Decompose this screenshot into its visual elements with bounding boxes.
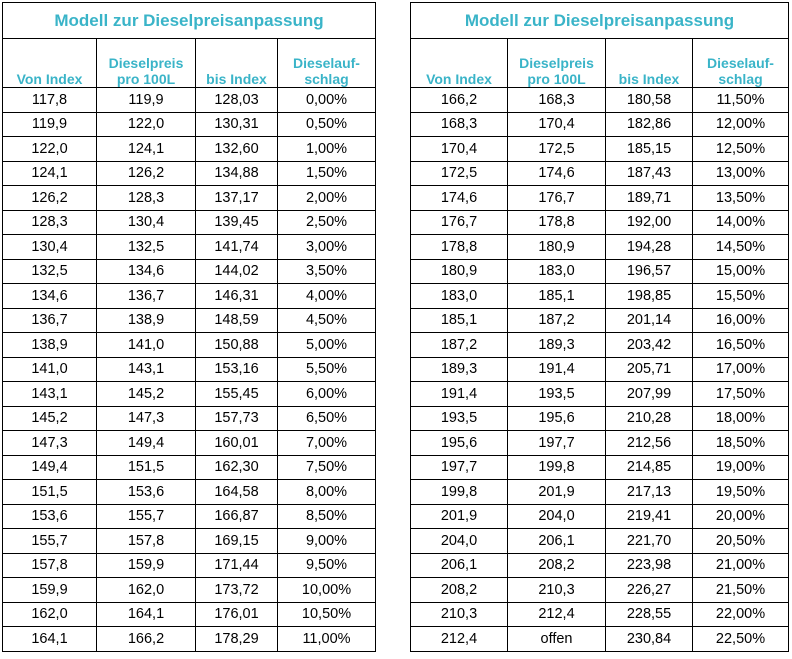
cell-dieselpreis: 162,0 bbox=[97, 578, 196, 603]
cell-von-index: 193,5 bbox=[411, 406, 508, 431]
cell-dieselaufschlag: 8,50% bbox=[278, 504, 376, 529]
cell-von-index: 185,1 bbox=[411, 308, 508, 333]
cell-dieselaufschlag: 15,50% bbox=[693, 284, 789, 309]
cell-dieselpreis: 191,4 bbox=[508, 357, 606, 382]
cell-bis-index: 187,43 bbox=[606, 161, 693, 186]
table-row bbox=[3, 112, 376, 137]
cell-von-index: 153,6 bbox=[3, 504, 97, 529]
table-row bbox=[3, 284, 376, 309]
cell-dieselpreis: 208,2 bbox=[508, 553, 606, 578]
cell-von-index: 143,1 bbox=[3, 382, 97, 407]
cell-dieselaufschlag: 18,00% bbox=[693, 406, 789, 431]
cell-von-index: 189,3 bbox=[411, 357, 508, 382]
cell-bis-index: 148,59 bbox=[196, 308, 278, 333]
cell-von-index: 195,6 bbox=[411, 431, 508, 456]
cell-bis-index: 146,31 bbox=[196, 284, 278, 309]
cell-dieselpreis: 176,7 bbox=[508, 186, 606, 211]
cell-bis-index: 160,01 bbox=[196, 431, 278, 456]
table-row bbox=[411, 455, 789, 480]
cell-dieselaufschlag: 20,00% bbox=[693, 504, 789, 529]
cell-von-index: 191,4 bbox=[411, 382, 508, 407]
cell-bis-index: 207,99 bbox=[606, 382, 693, 407]
header-bis-index bbox=[606, 39, 693, 88]
cell-von-index: 174,6 bbox=[411, 186, 508, 211]
cell-dieselpreis: 153,6 bbox=[97, 480, 196, 505]
cell-bis-index: 205,71 bbox=[606, 357, 693, 382]
cell-dieselpreis: 164,1 bbox=[97, 602, 196, 627]
header-aufschlag-line1: Dieselauf- bbox=[293, 55, 360, 71]
header-von-index bbox=[3, 39, 97, 88]
cell-von-index: 155,7 bbox=[3, 529, 97, 554]
cell-dieselaufschlag: 7,50% bbox=[278, 455, 376, 480]
cell-dieselaufschlag: 13,00% bbox=[693, 161, 789, 186]
cell-von-index: 157,8 bbox=[3, 553, 97, 578]
cell-bis-index: 182,86 bbox=[606, 112, 693, 137]
cell-dieselpreis: 134,6 bbox=[97, 259, 196, 284]
table-row bbox=[411, 210, 789, 235]
cell-dieselpreis: 157,8 bbox=[97, 529, 196, 554]
cell-von-index: 132,5 bbox=[3, 259, 97, 284]
cell-bis-index: 223,98 bbox=[606, 553, 693, 578]
cell-dieselpreis: 151,5 bbox=[97, 455, 196, 480]
cell-dieselaufschlag: 0,50% bbox=[278, 112, 376, 137]
table-row bbox=[411, 357, 789, 382]
table-row bbox=[411, 284, 789, 309]
table-row bbox=[3, 431, 376, 456]
header-dieselaufschlag bbox=[693, 39, 789, 88]
cell-dieselaufschlag: 1,50% bbox=[278, 161, 376, 186]
table-row bbox=[411, 431, 789, 456]
header-dieselpreis-line1: Dieselpreis bbox=[519, 55, 594, 71]
cell-bis-index: 132,60 bbox=[196, 137, 278, 162]
cell-von-index: 201,9 bbox=[411, 504, 508, 529]
table-body-left bbox=[3, 88, 376, 652]
cell-dieselpreis: 189,3 bbox=[508, 333, 606, 358]
cell-von-index: 183,0 bbox=[411, 284, 508, 309]
cell-von-index: 134,6 bbox=[3, 284, 97, 309]
cell-dieselpreis: 128,3 bbox=[97, 186, 196, 211]
cell-bis-index: 226,27 bbox=[606, 578, 693, 603]
table-row bbox=[3, 406, 376, 431]
cell-dieselaufschlag: 5,50% bbox=[278, 357, 376, 382]
cell-von-index: 210,3 bbox=[411, 602, 508, 627]
header-dieselpreis-line1: Dieselpreis bbox=[108, 55, 184, 71]
cell-von-index: 162,0 bbox=[3, 602, 97, 627]
cell-von-index: 117,8 bbox=[3, 88, 97, 113]
table-row bbox=[411, 529, 789, 554]
table-row bbox=[411, 137, 789, 162]
cell-dieselaufschlag: 17,50% bbox=[693, 382, 789, 407]
cell-bis-index: 166,87 bbox=[196, 504, 278, 529]
table-row bbox=[3, 161, 376, 186]
cell-dieselpreis: 130,4 bbox=[97, 210, 196, 235]
table-row bbox=[3, 627, 376, 652]
cell-dieselpreis: 206,1 bbox=[508, 529, 606, 554]
header-dieselpreis bbox=[97, 39, 196, 88]
table-row bbox=[3, 382, 376, 407]
cell-von-index: 124,1 bbox=[3, 161, 97, 186]
cell-von-index: 166,2 bbox=[411, 88, 508, 113]
table-row bbox=[411, 333, 789, 358]
table-row bbox=[3, 578, 376, 603]
cell-von-index: 187,2 bbox=[411, 333, 508, 358]
cell-dieselaufschlag: 16,50% bbox=[693, 333, 789, 358]
cell-dieselaufschlag: 4,00% bbox=[278, 284, 376, 309]
cell-bis-index: 157,73 bbox=[196, 406, 278, 431]
table-body-right bbox=[411, 88, 789, 652]
table-row bbox=[411, 480, 789, 505]
cell-bis-index: 178,29 bbox=[196, 627, 278, 652]
cell-dieselpreis: 126,2 bbox=[97, 161, 196, 186]
table-row bbox=[3, 210, 376, 235]
cell-von-index: 119,9 bbox=[3, 112, 97, 137]
cell-dieselaufschlag: 8,00% bbox=[278, 480, 376, 505]
cell-von-index: 145,2 bbox=[3, 406, 97, 431]
table-row bbox=[3, 602, 376, 627]
cell-von-index: 164,1 bbox=[3, 627, 97, 652]
cell-dieselpreis: 147,3 bbox=[97, 406, 196, 431]
cell-bis-index: 171,44 bbox=[196, 553, 278, 578]
table-row bbox=[3, 333, 376, 358]
table-row bbox=[411, 235, 789, 260]
header-von-index bbox=[411, 39, 508, 88]
cell-von-index: 138,9 bbox=[3, 333, 97, 358]
cell-von-index: 204,0 bbox=[411, 529, 508, 554]
cell-bis-index: 180,58 bbox=[606, 88, 693, 113]
table-row bbox=[3, 137, 376, 162]
table-row bbox=[411, 161, 789, 186]
table-row bbox=[3, 504, 376, 529]
cell-dieselaufschlag: 9,50% bbox=[278, 553, 376, 578]
cell-dieselpreis: 138,9 bbox=[97, 308, 196, 333]
cell-bis-index: 203,42 bbox=[606, 333, 693, 358]
table-row bbox=[411, 308, 789, 333]
table-row bbox=[3, 553, 376, 578]
table-row bbox=[3, 455, 376, 480]
cell-bis-index: 128,03 bbox=[196, 88, 278, 113]
cell-von-index: 199,8 bbox=[411, 480, 508, 505]
header-von-index-label: Von Index bbox=[16, 71, 83, 87]
cell-dieselaufschlag: 20,50% bbox=[693, 529, 789, 554]
cell-bis-index: 214,85 bbox=[606, 455, 693, 480]
cell-dieselaufschlag: 19,00% bbox=[693, 455, 789, 480]
cell-bis-index: 173,72 bbox=[196, 578, 278, 603]
cell-dieselpreis: 187,2 bbox=[508, 308, 606, 333]
cell-dieselpreis: 159,9 bbox=[97, 553, 196, 578]
cell-von-index: 136,7 bbox=[3, 308, 97, 333]
cell-dieselpreis: 199,8 bbox=[508, 455, 606, 480]
cell-dieselpreis: 193,5 bbox=[508, 382, 606, 407]
cell-bis-index: 130,31 bbox=[196, 112, 278, 137]
cell-dieselpreis: 141,0 bbox=[97, 333, 196, 358]
table-title: Modell zur Dieselpreisanpassung bbox=[411, 3, 789, 39]
cell-von-index: 151,5 bbox=[3, 480, 97, 505]
cell-bis-index: 219,41 bbox=[606, 504, 693, 529]
table-row bbox=[411, 553, 789, 578]
cell-bis-index: 139,45 bbox=[196, 210, 278, 235]
cell-bis-index: 164,58 bbox=[196, 480, 278, 505]
table-row bbox=[3, 186, 376, 211]
cell-dieselpreis: 183,0 bbox=[508, 259, 606, 284]
cell-dieselpreis: 145,2 bbox=[97, 382, 196, 407]
cell-dieselaufschlag: 7,00% bbox=[278, 431, 376, 456]
cell-bis-index: 169,15 bbox=[196, 529, 278, 554]
header-dieselpreis-line2: pro 100L bbox=[116, 71, 176, 87]
cell-dieselpreis: 155,7 bbox=[97, 504, 196, 529]
header-aufschlag-line2: schlag bbox=[718, 71, 763, 87]
cell-von-index: 180,9 bbox=[411, 259, 508, 284]
cell-dieselpreis: 122,0 bbox=[97, 112, 196, 137]
cell-dieselaufschlag: 17,00% bbox=[693, 357, 789, 382]
cell-bis-index: 185,15 bbox=[606, 137, 693, 162]
table-row bbox=[411, 504, 789, 529]
cell-dieselaufschlag: 3,00% bbox=[278, 235, 376, 260]
cell-dieselaufschlag: 14,50% bbox=[693, 235, 789, 260]
cell-von-index: 168,3 bbox=[411, 112, 508, 137]
header-von-index-label: Von Index bbox=[426, 71, 492, 87]
cell-bis-index: 217,13 bbox=[606, 480, 693, 505]
cell-bis-index: 153,16 bbox=[196, 357, 278, 382]
cell-dieselpreis: 185,1 bbox=[508, 284, 606, 309]
cell-dieselpreis: 201,9 bbox=[508, 480, 606, 505]
cell-von-index: 159,9 bbox=[3, 578, 97, 603]
cell-dieselpreis: 174,6 bbox=[508, 161, 606, 186]
cell-dieselpreis: 178,8 bbox=[508, 210, 606, 235]
cell-dieselaufschlag: 18,50% bbox=[693, 431, 789, 456]
cell-bis-index: 192,00 bbox=[606, 210, 693, 235]
cell-dieselpreis: 180,9 bbox=[508, 235, 606, 260]
cell-von-index: 212,4 bbox=[411, 627, 508, 652]
cell-von-index: 170,4 bbox=[411, 137, 508, 162]
header-aufschlag-line1: Dieselauf- bbox=[707, 55, 774, 71]
cell-von-index: 176,7 bbox=[411, 210, 508, 235]
table-row bbox=[3, 235, 376, 260]
cell-dieselaufschlag: 0,00% bbox=[278, 88, 376, 113]
cell-bis-index: 228,55 bbox=[606, 602, 693, 627]
cell-von-index: 147,3 bbox=[3, 431, 97, 456]
table-row bbox=[411, 112, 789, 137]
table-row bbox=[411, 88, 789, 113]
cell-dieselaufschlag: 10,50% bbox=[278, 602, 376, 627]
cell-dieselaufschlag: 5,00% bbox=[278, 333, 376, 358]
table-row bbox=[411, 382, 789, 407]
cell-von-index: 149,4 bbox=[3, 455, 97, 480]
cell-bis-index: 212,56 bbox=[606, 431, 693, 456]
cell-bis-index: 150,88 bbox=[196, 333, 278, 358]
cell-von-index: 126,2 bbox=[3, 186, 97, 211]
cell-bis-index: 210,28 bbox=[606, 406, 693, 431]
header-bis-index-label: bis Index bbox=[618, 71, 680, 87]
cell-bis-index: 189,71 bbox=[606, 186, 693, 211]
cell-dieselaufschlag: 16,00% bbox=[693, 308, 789, 333]
cell-dieselpreis: 195,6 bbox=[508, 406, 606, 431]
diesel-table-right bbox=[410, 2, 789, 652]
cell-von-index: 178,8 bbox=[411, 235, 508, 260]
cell-dieselaufschlag: 2,50% bbox=[278, 210, 376, 235]
cell-bis-index: 230,84 bbox=[606, 627, 693, 652]
cell-dieselpreis: 149,4 bbox=[97, 431, 196, 456]
cell-dieselaufschlag: 1,00% bbox=[278, 137, 376, 162]
cell-dieselpreis: 212,4 bbox=[508, 602, 606, 627]
cell-dieselaufschlag: 9,00% bbox=[278, 529, 376, 554]
table-row bbox=[411, 186, 789, 211]
cell-von-index: 141,0 bbox=[3, 357, 97, 382]
cell-dieselpreis: 143,1 bbox=[97, 357, 196, 382]
header-dieselaufschlag bbox=[278, 39, 376, 88]
cell-bis-index: 134,88 bbox=[196, 161, 278, 186]
cell-dieselaufschlag: 22,00% bbox=[693, 602, 789, 627]
cell-dieselaufschlag: 11,50% bbox=[693, 88, 789, 113]
cell-dieselpreis: 119,9 bbox=[97, 88, 196, 113]
table-row bbox=[3, 357, 376, 382]
cell-dieselaufschlag: 10,00% bbox=[278, 578, 376, 603]
header-aufschlag-line2: schlag bbox=[304, 71, 349, 87]
cell-dieselpreis: 168,3 bbox=[508, 88, 606, 113]
cell-bis-index: 198,85 bbox=[606, 284, 693, 309]
table-title: Modell zur Dieselpreisanpassung bbox=[3, 3, 376, 39]
table-row bbox=[3, 259, 376, 284]
table-row bbox=[411, 406, 789, 431]
cell-dieselpreis: 166,2 bbox=[97, 627, 196, 652]
cell-dieselaufschlag: 2,00% bbox=[278, 186, 376, 211]
cell-dieselpreis: 170,4 bbox=[508, 112, 606, 137]
cell-von-index: 130,4 bbox=[3, 235, 97, 260]
cell-bis-index: 144,02 bbox=[196, 259, 278, 284]
header-dieselpreis-line2: pro 100L bbox=[527, 71, 586, 87]
cell-dieselpreis: 136,7 bbox=[97, 284, 196, 309]
cell-dieselaufschlag: 13,50% bbox=[693, 186, 789, 211]
cell-dieselaufschlag: 12,00% bbox=[693, 112, 789, 137]
cell-dieselpreis: 197,7 bbox=[508, 431, 606, 456]
header-dieselpreis bbox=[508, 39, 606, 88]
cell-dieselaufschlag: 15,00% bbox=[693, 259, 789, 284]
cell-von-index: 206,1 bbox=[411, 553, 508, 578]
cell-dieselaufschlag: 21,00% bbox=[693, 553, 789, 578]
cell-dieselpreis: 132,5 bbox=[97, 235, 196, 260]
cell-dieselaufschlag: 4,50% bbox=[278, 308, 376, 333]
cell-dieselaufschlag: 6,00% bbox=[278, 382, 376, 407]
cell-dieselaufschlag: 19,50% bbox=[693, 480, 789, 505]
cell-bis-index: 137,17 bbox=[196, 186, 278, 211]
header-bis-index bbox=[196, 39, 278, 88]
cell-dieselaufschlag: 6,50% bbox=[278, 406, 376, 431]
cell-bis-index: 221,70 bbox=[606, 529, 693, 554]
cell-bis-index: 201,14 bbox=[606, 308, 693, 333]
header-bis-index-label: bis Index bbox=[206, 71, 267, 87]
diesel-table-left bbox=[2, 2, 376, 652]
cell-bis-index: 176,01 bbox=[196, 602, 278, 627]
cell-von-index: 197,7 bbox=[411, 455, 508, 480]
table-row bbox=[3, 88, 376, 113]
cell-bis-index: 162,30 bbox=[196, 455, 278, 480]
cell-von-index: 128,3 bbox=[3, 210, 97, 235]
cell-dieselaufschlag: 14,00% bbox=[693, 210, 789, 235]
table-row bbox=[411, 627, 789, 652]
cell-dieselpreis: 204,0 bbox=[508, 504, 606, 529]
cell-von-index: 208,2 bbox=[411, 578, 508, 603]
cell-dieselpreis: 210,3 bbox=[508, 578, 606, 603]
cell-bis-index: 196,57 bbox=[606, 259, 693, 284]
cell-bis-index: 194,28 bbox=[606, 235, 693, 260]
cell-von-index: 172,5 bbox=[411, 161, 508, 186]
cell-dieselaufschlag: 3,50% bbox=[278, 259, 376, 284]
cell-bis-index: 141,74 bbox=[196, 235, 278, 260]
cell-dieselaufschlag: 11,00% bbox=[278, 627, 376, 652]
table-row bbox=[3, 308, 376, 333]
table-row bbox=[3, 529, 376, 554]
cell-dieselaufschlag: 12,50% bbox=[693, 137, 789, 162]
table-row bbox=[411, 578, 789, 603]
cell-dieselpreis: offen bbox=[508, 627, 606, 652]
cell-dieselpreis: 124,1 bbox=[97, 137, 196, 162]
table-row bbox=[3, 480, 376, 505]
cell-dieselpreis: 172,5 bbox=[508, 137, 606, 162]
cell-dieselaufschlag: 22,50% bbox=[693, 627, 789, 652]
table-row bbox=[411, 602, 789, 627]
cell-bis-index: 155,45 bbox=[196, 382, 278, 407]
cell-dieselaufschlag: 21,50% bbox=[693, 578, 789, 603]
table-row bbox=[411, 259, 789, 284]
cell-von-index: 122,0 bbox=[3, 137, 97, 162]
